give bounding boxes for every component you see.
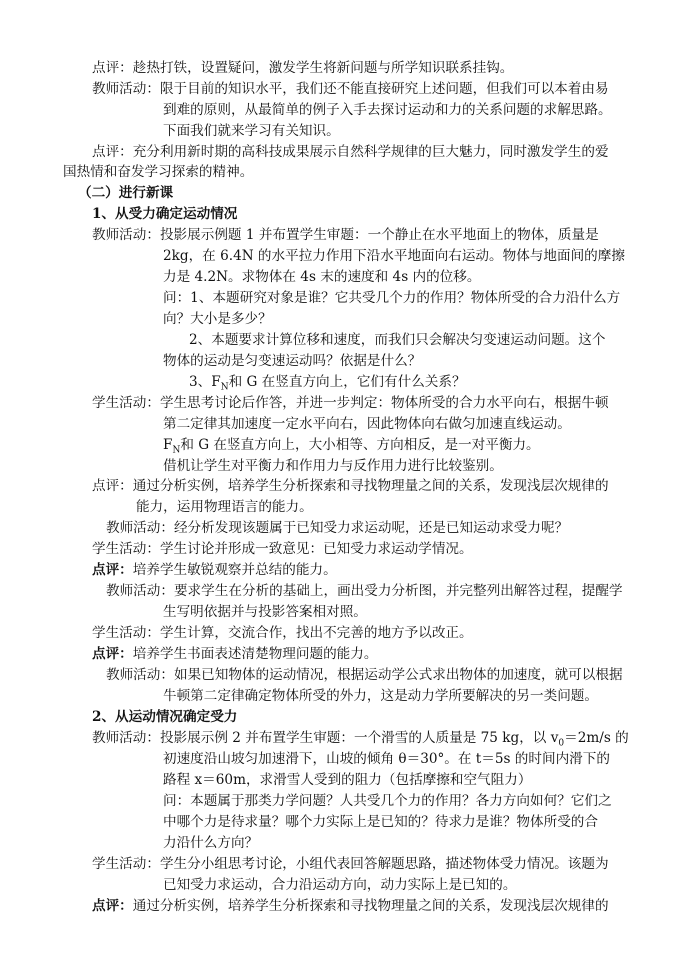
teacher-activity-line: 教师活动：经分析发现该题属于已知受力求运动呢，还是已知运动求受力呢？ xyxy=(106,520,569,536)
question-line: 2、本题要求计算位移和速度，而我们只会解决匀变速运动问题。这个 xyxy=(189,332,606,348)
teacher-activity-line: 教师活动：要求学生在分析的基础上，画出受力分析图，并完整列出解答过程，提醒学 xyxy=(106,583,623,599)
comment-line xyxy=(92,644,377,664)
teacher-activity-line: 教师活动：如果已知物体的运动情况，根据运动学公式求出物体的加速度，就可以根据 xyxy=(106,667,623,683)
text-line: 2kg，在 6.4N 的水平拉力作用下沿水平地面向右运动。物体与地面间的摩擦 xyxy=(163,248,625,264)
comment-line xyxy=(92,560,337,580)
student-activity-line: 学生活动：学生思考讨论后作答，并进一步判定：物体所受的合力水平向右，根据牛顿 xyxy=(92,395,609,411)
text-fragment: 培养学生书面表述清楚物理问题的能力。 xyxy=(132,646,378,662)
text-line: 到难的原则，从最简单的例子入手去探讨运动和力的关系问题的求解思路。 xyxy=(163,102,612,118)
text-line: 初速度沿山坡匀加速滑下，山坡的倾角 θ＝30°。在 t＝5s 的时间内滑下的 xyxy=(163,751,610,767)
text-line: 能力，运用物理语言的能力。 xyxy=(136,499,313,515)
text-line: 中哪个力是待求量？哪个力实际上是已知的？待求力是谁？物体所受的合 xyxy=(163,814,598,830)
text-line: 下面我们就来学习有关知识。 xyxy=(163,123,340,139)
text-line: 生写明依据并与投影答案相对照。 xyxy=(163,604,367,620)
text-line: 路程 x＝60m，求滑雪人受到的阻力（包括摩擦和空气阻力） xyxy=(163,772,532,788)
comment-label: 点评： xyxy=(92,562,133,578)
text-fragment: 通过分析实例，培养学生分析探索和寻找物理量之间的关系，发现浅层次规律的 xyxy=(132,898,609,914)
text-fragment: F xyxy=(163,437,173,453)
text-fragment: 和 G 在竖直方向上，它们有什么关系？ xyxy=(228,374,466,390)
text-line: 国热情和奋发学习探索的精神。 xyxy=(63,164,254,180)
student-activity-line: 学生活动：学生计算，交流合作，找出不完善的地方予以改正。 xyxy=(92,625,473,641)
text-fragment: 教师活动：投影展示例 2 并布置学生审题：一个滑雪的人质量是 75 kg，以 v xyxy=(92,730,559,746)
text-line: 牛顿第二定律确定物体所受的外力，这是动力学所要解决的另一类问题。 xyxy=(163,688,598,704)
teacher-activity-line: 教师活动：投影展示例题 1 并布置学生审题：一个静止在水平地面上的物体，质量是 xyxy=(92,227,599,243)
comment-line: 点评：趁热打铁，设置疑问，激发学生将新问题与所学知识联系挂钩。 xyxy=(92,60,514,76)
student-activity-line: 学生活动：学生分小组思考讨论，小组代表回答解题思路，描述物体受力情况。该题为 xyxy=(92,856,609,872)
subscript: N xyxy=(172,445,181,456)
question-line: 问：本题属于那类力学问题？人共受几个力的作用？各力方向如何？它们之 xyxy=(163,793,612,809)
text-fragment: 和 G 在竖直方向上，大小相等、方向相反，是一对平衡力。 xyxy=(180,437,540,453)
text-line: 向？大小是多少？ xyxy=(163,311,272,327)
text-fragment: ＝2m/s 的 xyxy=(564,730,629,746)
subsection-heading: 1、从受力确定运动情况 xyxy=(92,206,238,222)
student-activity-line: 学生活动：学生讨论并形成一致意见：已知受力求运动学情况。 xyxy=(92,541,473,557)
text-line: 物体的运动是匀变速运动吗？依据是什么？ xyxy=(163,353,422,369)
text-line: 第二定律其加速度一定水平向右，因此物体向右做匀加速直线运动。 xyxy=(163,416,571,432)
comment-line: 点评：充分利用新时期的高科技成果展示自然科学规律的巨大魅力，同时激发学生的爱 xyxy=(92,144,609,160)
comment-line: 点评：通过分析实例，培养学生分析探索和寻找物理量之间的关系，发现浅层次规律的 xyxy=(92,478,609,494)
text-fragment: 培养学生敏锐观察并总结的能力。 xyxy=(132,562,337,578)
text-line: 借机让学生对平衡力和作用力与反作用力进行比较鉴别。 xyxy=(163,458,503,474)
subscript: 0 xyxy=(558,738,565,749)
text-line: 力沿什么方向？ xyxy=(163,835,259,851)
section-heading: （二）进行新课 xyxy=(78,185,174,201)
comment-label: 点评： xyxy=(92,898,133,914)
subscript: N xyxy=(220,382,229,393)
comment-label: 点评： xyxy=(92,646,133,662)
subsection-heading: 2、从运动情况确定受力 xyxy=(92,709,238,725)
text-line: 已知受力求运动，合力沿运动方向，动力实际上是已知的。 xyxy=(163,877,517,893)
teacher-activity-line: 教师活动：限于目前的知识水平，我们还不能直接研究上述问题，但我们可以本着由易 xyxy=(92,81,609,97)
text-line: 力是 4.2N。求物体在 4s 末的速度和 4s 内的位移。 xyxy=(163,269,481,285)
comment-line xyxy=(92,896,609,916)
question-line: 问：1、本题研究对象是谁？它共受几个力的作用？物体所受的合力沿什么方 xyxy=(163,290,621,306)
text-fragment: 3、F xyxy=(189,374,221,390)
